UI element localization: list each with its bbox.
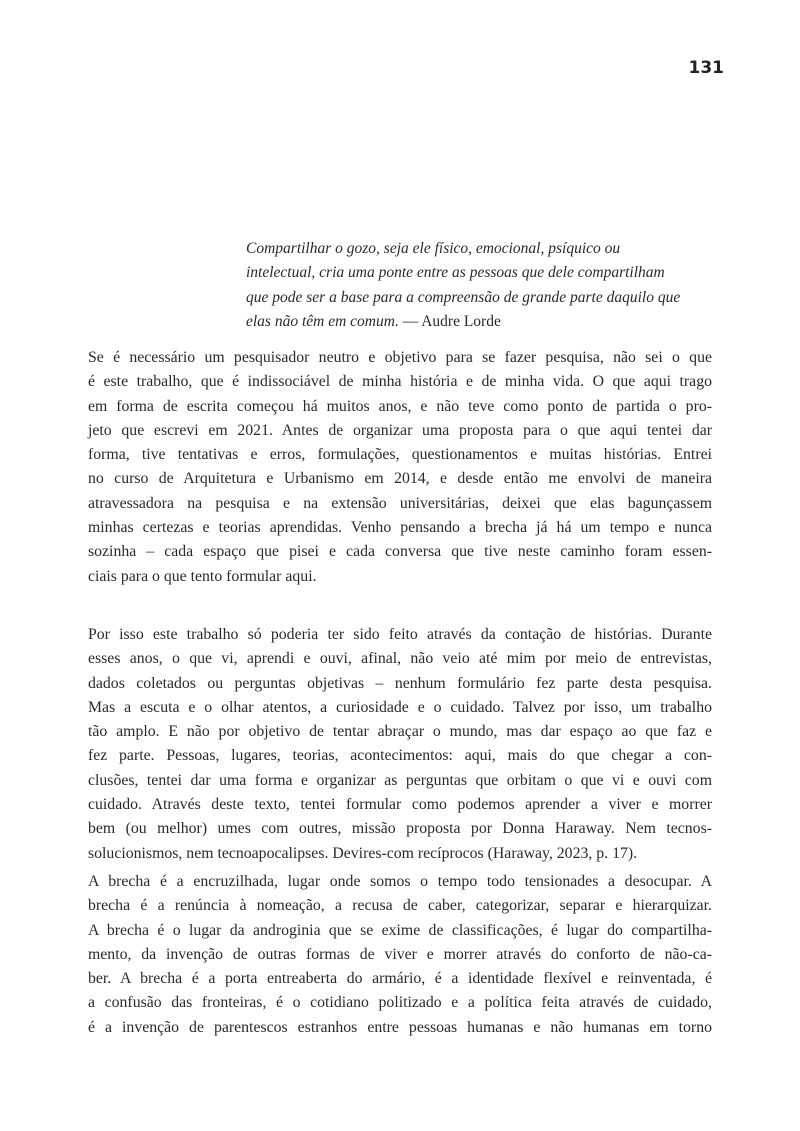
text-line: sozinha – cada espaço que pisei e cada conversa que tive neste caminho foram essen- [88,543,712,561]
text-line: dados coletados ou perguntas objetivas – nenhum formulário fez parte desta pesquisa. [88,674,712,692]
text-line: bem (ou melhor) umes com outres, missão proposta por Donna Haraway. Nem tecnos- [88,820,712,838]
text-line: Mas a escuta e o olhar atentos, a curiosidade e o cuidado. Talvez por isso, um trabalho [88,698,712,716]
text-line: minhas certezas e teorias aprendidas. Venho pensando a brecha já há um tempo e nunca [88,519,712,537]
text-line: A brecha é o lugar da androginia que se exime de classificações, é lugar do compartilha- [88,921,712,939]
epigraph-attribution: — Audre Lorde [398,312,501,330]
paragraph-1 [88,346,712,589]
text-line: clusões, tentei dar uma forma e organizar as perguntas que orbitam o que vi e ouvi com [88,771,712,789]
text-line: em forma de escrita começou há muitos anos, e não teve como ponto de partida o pro- [88,397,712,415]
text-line: no curso de Arquitetura e Urbanismo em 2014, e desde então me envolvi de maneira [88,470,712,488]
text-line: é a invenção de parentescos estranhos entre pessoas humanas e não humanas em torno [88,1018,712,1036]
paragraph-2 [88,623,712,866]
text-line: fez parte. Pessoas, lugares, teorias, acontecimentos: aqui, mais do que chegar a con- [88,747,712,765]
page-number: 131 [688,58,724,78]
epigraph-last-line [246,310,656,334]
epigraph-line: que pode ser a base para a compreensão de grande parte daquilo que [246,288,681,306]
text-line: ber. A brecha é a porta entreaberta do armário, é a identidade flexível e reinventada, é [88,970,712,988]
text-line: ciais para o que tento formular aqui. [88,567,317,585]
paragraph-3 [88,870,712,1040]
epigraph [246,237,681,334]
text-line: Por isso este trabalho só poderia ter sido feito através da contação de histórias. Durante [88,626,712,643]
text-line: cuidado. Através deste texto, tentei formular como podemos aprender a viver e morrer [88,796,712,814]
text-line: forma, tive tentativas e erros, formulações, questionamentos e muitas histórias. Entrei [88,446,712,464]
text-line: esses anos, o que vi, aprendi e ouvi, afinal, não veio até mim por meio de entrevistas, [88,650,712,668]
epigraph-line: intelectual, cria uma ponte entre as pessoas que dele compartilham [246,264,665,282]
text-line: atravessadora na pesquisa e na extensão universitárias, deixei que elas bagunçassem [88,494,712,512]
text-line: jeto que escrevi em 2021. Antes de organizar uma proposta para o que aqui tentei dar [88,421,712,439]
text-line: brecha é a renúncia à nomeação, a recusa de caber, categorizar, separar e hierarquizar. [88,897,712,915]
text-line: é este trabalho, que é indissociável de minha história e de minha vida. O que aqui trago [88,373,712,391]
text-line: solucionismos, nem tecnoapocalipses. Devires-com recíprocos (Haraway, 2023, p. 17). [88,844,638,862]
text-line: a confusão das fronteiras, é o cotidiano politizado e a política feita através de cuidado, [88,994,712,1012]
text-line: tão amplo. E não por objetivo de tentar abraçar o mundo, mas dar espaço ao que faz e [88,723,712,741]
epigraph-line: Compartilhar o gozo, seja ele físico, emocional, psíquico ou [246,240,621,257]
text-line: Se é necessário um pesquisador neutro e objetivo para se fazer pesquisa, não sei o que [88,349,712,366]
text-line: mento, da invenção de outras formas de viver e morrer através do conforto de não-ca- [88,945,712,963]
epigraph-line: elas não têm em comum. [246,312,399,330]
text-line: A brecha é a encruzilhada, lugar onde somos o tempo todo tensionades a desocupar. A [88,873,712,890]
